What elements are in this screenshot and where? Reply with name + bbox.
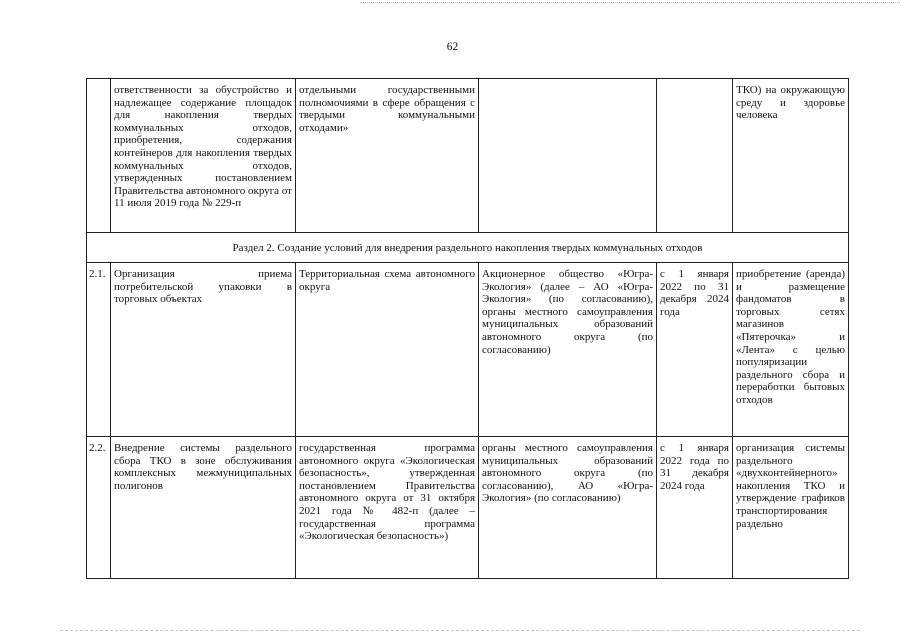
measure-text: Внедрение системы раздельного сбора ТКО в зоне обслуживания комплексных межмуниципальных полигонов [114, 442, 292, 492]
cell-measure [111, 437, 296, 579]
cell-number [87, 79, 111, 233]
cell-result [733, 437, 849, 579]
section-header [87, 233, 849, 263]
responsible-text: органы местного самоуправления муниципальных образований автономного округа (по согласованию), АО «Югра-Экология» (по согласованию) [482, 442, 653, 505]
cell-basis [296, 79, 479, 233]
cell-result [733, 79, 849, 233]
result-text: приобретение (аренда) и размещение фандоматов в торговых сетях магазинов «Пятерочка» и «Лента» с целью популяризации раздельного сбора и переработки бытовых отходов [736, 268, 845, 406]
basis-text: отдельными государственными полномочиями в сфере обращения с твердыми коммунальными отходами» [299, 84, 475, 134]
section-header-row [87, 233, 849, 263]
responsible-text: Акционерное общество «Югра-Экология» (далее – АО «Югра-Экология» (по согласованию), органы местного самоуправления муниципальных образований автономного округа (по согласованию) [482, 268, 653, 356]
cell-measure [111, 263, 296, 437]
table-row [87, 263, 849, 437]
row-number: 2.1. [89, 268, 106, 280]
cell-result [733, 263, 849, 437]
table-row [87, 437, 849, 579]
cell-responsible [479, 263, 657, 437]
cell-measure [111, 79, 296, 233]
period-text: с 1 января 2022 года по 31 декабря 2024 года [660, 442, 729, 492]
measure-text: Организация приема потребительской упаковки в торговых объектах [114, 268, 292, 306]
cell-responsible [479, 437, 657, 579]
row-number: 2.2. [89, 442, 106, 454]
cell-responsible [479, 79, 657, 233]
page-number: 62 [446, 41, 459, 53]
basis-text: государственная программа автономного округа «Экологическая безопасность», утвержденная постановлением Правительства автономного округа от 31 октября 2021 года № 482-п (далее – государственная программа «Экологическая безопасность») [299, 442, 475, 543]
scan-edge-artifact-top [360, 2, 900, 3]
cell-period [657, 263, 733, 437]
period-text: с 1 января 2022 по 31 декабря 2024 года [660, 268, 729, 318]
table-row-continuation [87, 79, 849, 233]
measure-text: ответственности за обустройство и надлежащее содержание площадок для накопления твердых коммунальных отходов, приобретения, содержания контейнеров для накопления твердых коммунальных отходов, утвержденных постановлением Правительства автономного округа от 11 июля 2019 года № 229-п [114, 84, 292, 210]
cell-period [657, 437, 733, 579]
scan-edge-artifact-bottom [60, 630, 860, 631]
result-text: ТКО) на окружающую среду и здоровье человека [736, 84, 845, 122]
basis-text: Территориальная схема автономного округа [299, 268, 475, 293]
cell-period [657, 79, 733, 233]
result-text: организация системы раздельного «двухконтейнерного» накопления ТКО и утверждение графиков транспортирования раздельно [736, 442, 845, 530]
measures-table [86, 78, 849, 579]
cell-number [87, 437, 111, 579]
section-title: Раздел 2. Создание условий для внедрения раздельного накопления твердых коммунальных отходов [232, 242, 703, 255]
cell-basis [296, 437, 479, 579]
cell-basis [296, 263, 479, 437]
cell-number [87, 263, 111, 437]
